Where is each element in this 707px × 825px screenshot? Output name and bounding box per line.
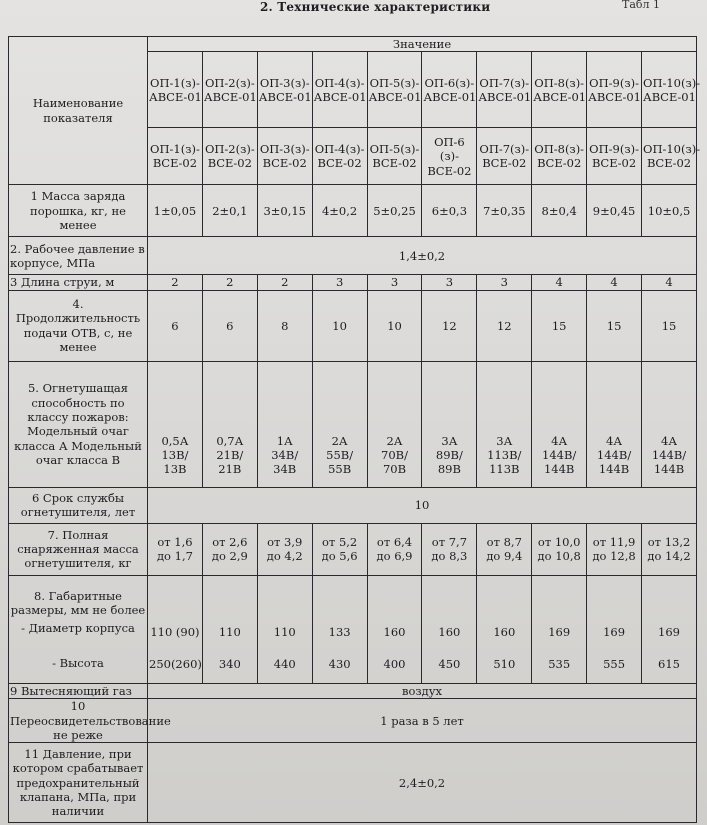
capacity-cell <box>532 361 587 487</box>
row-label: 5. Огнетушащая способность по классу пожаров: Модельный очаг класса А Модельный очаг класса В <box>9 361 148 487</box>
value-column-header: Значение <box>148 37 697 52</box>
row-working-pressure <box>9 237 697 275</box>
value-cell: от 13,2 до 14,2 <box>642 523 697 575</box>
capacity-b: 13В/ 13В <box>161 448 189 477</box>
row-jet-length <box>9 275 697 290</box>
capacity-b: 70В/ 70В <box>381 448 408 477</box>
value-cell: 8 <box>257 290 312 361</box>
diameter-value: 160 <box>383 624 406 639</box>
value-cell: 2±0,1 <box>202 185 257 237</box>
value-cell: 6 <box>202 290 257 361</box>
model-cell: ОП-9(з)-АВСЕ-01 <box>587 52 642 128</box>
row-recertification <box>9 699 697 743</box>
row-label: 6 Срок службы огнетушителя, лет <box>9 487 148 523</box>
value-cell: 1±0,05 <box>148 185 203 237</box>
value-cell: 2 <box>202 275 257 290</box>
value-cell: 3 <box>312 275 367 290</box>
merged-value-cell: воздух <box>148 683 697 698</box>
model-cell: ОП-6 (з)-ВСЕ-02 <box>422 128 477 185</box>
model-cell: ОП-2(з)-ВСЕ-02 <box>202 128 257 185</box>
specifications-table <box>8 36 701 823</box>
value-cell: 3 <box>422 275 477 290</box>
height-value: 430 <box>328 657 351 672</box>
model-cell: ОП-10(з)-АВСЕ-01 <box>642 52 697 128</box>
model-cell: ОП-8(з)-ВСЕ-02 <box>532 128 587 185</box>
value-cell: 9±0,45 <box>587 185 642 237</box>
name-column-header: Наименование показателя <box>9 37 148 185</box>
model-cell: ОП-4(з)-ВСЕ-02 <box>312 128 367 185</box>
capacity-cell <box>148 361 203 487</box>
value-cell: от 8,7 до 9,4 <box>477 523 532 575</box>
diameter-value: 160 <box>493 624 516 639</box>
model-cell: ОП-3(з)-ВСЕ-02 <box>257 128 312 185</box>
capacity-a: 4А <box>661 433 678 448</box>
diameter-value: 133 <box>328 624 351 639</box>
value-cell: 15 <box>642 290 697 361</box>
diameter-value: 160 <box>438 624 461 639</box>
capacity-a: 0,7А <box>216 433 244 448</box>
diameter-label: - Диаметр корпуса <box>21 621 135 636</box>
capacity-a: 1А <box>276 433 293 448</box>
dimension-cell <box>477 575 532 683</box>
value-cell: 7±0,35 <box>477 185 532 237</box>
model-cell: ОП-7(з)-ВСЕ-02 <box>477 128 532 185</box>
row-label: 3 Длина струи, м <box>9 275 148 290</box>
value-cell: 12 <box>477 290 532 361</box>
value-cell: 3±0,15 <box>257 185 312 237</box>
capacity-a: 4А <box>551 433 568 448</box>
diameter-value: 110 <box>218 624 241 639</box>
value-cell: от 3,9 до 4,2 <box>257 523 312 575</box>
capacity-cell <box>642 361 697 487</box>
model-cell: ОП-3(з)-АВСЕ-01 <box>257 52 312 128</box>
model-cell: ОП-5(з)-АВСЕ-01 <box>367 52 422 128</box>
height-value: 340 <box>218 657 241 672</box>
row-label: 9 Вытесняющий газ <box>9 683 148 698</box>
capacity-a: 4А <box>606 433 623 448</box>
value-cell: от 11,9 до 12,8 <box>587 523 642 575</box>
capacity-b: 21В/ 21В <box>216 448 244 477</box>
merged-value-cell: 2,4±0,2 <box>148 743 697 823</box>
height-value: 615 <box>658 657 680 672</box>
value-cell: от 6,4 до 6,9 <box>367 523 422 575</box>
capacity-b: 144В/ 144В <box>596 448 632 477</box>
row-powder-mass <box>9 185 697 237</box>
value-cell: 3 <box>367 275 422 290</box>
value-cell: 4 <box>587 275 642 290</box>
model-cell: ОП-1(з)-ВСЕ-02 <box>148 128 203 185</box>
dimension-cell <box>532 575 587 683</box>
height-value: 450 <box>438 657 461 672</box>
value-cell: от 7,7 до 8,3 <box>422 523 477 575</box>
row-valve-pressure <box>9 743 697 823</box>
height-value: 400 <box>383 657 406 672</box>
capacity-cell <box>477 361 532 487</box>
capacity-cell <box>312 361 367 487</box>
row-label: 4. Продолжительность подачи ОТВ, с, не менее <box>9 290 148 361</box>
height-value: 510 <box>493 657 516 672</box>
page-title: 2. Технические характеристики <box>260 0 491 14</box>
capacity-a: 0,5А <box>161 433 189 448</box>
capacity-a: 2А <box>331 433 348 448</box>
dimension-cell <box>367 575 422 683</box>
row-label: 7. Полная снаряженная масса огнетушителя, кг <box>9 523 148 575</box>
dimension-cell <box>422 575 477 683</box>
capacity-a: 3А <box>441 433 458 448</box>
model-cell: ОП-4(з)-АВСЕ-01 <box>312 52 367 128</box>
dimension-cell <box>642 575 697 683</box>
row-service-life <box>9 487 697 523</box>
value-cell: 4 <box>642 275 697 290</box>
value-cell: от 5,2 до 5,6 <box>312 523 367 575</box>
value-cell: 3 <box>477 275 532 290</box>
height-value: 250(260) <box>149 657 202 672</box>
dimension-cell <box>257 575 312 683</box>
capacity-cell <box>367 361 422 487</box>
capacity-b: 113В/ 113В <box>487 448 522 477</box>
capacity-b: 55В/ 55В <box>326 448 354 477</box>
dimensions-label-cell <box>9 575 148 683</box>
table-number-label: Табл 1 <box>622 0 661 11</box>
row-discharge-duration <box>9 290 697 361</box>
capacity-a: 3А <box>496 433 513 448</box>
row-label: 2. Рабочее давление в корпусе, МПа <box>9 237 148 275</box>
value-cell: 10±0,5 <box>642 185 697 237</box>
row-label: 11 Давление, при котором срабатывает предохранительный клапана, МПа, при наличии <box>9 743 148 823</box>
capacity-b: 89В/ 89В <box>435 448 463 477</box>
value-cell: от 1,6 до 1,7 <box>148 523 203 575</box>
dimension-cell <box>148 575 203 683</box>
row-label: 10 Переосвидетельствование не реже <box>10 699 171 742</box>
height-label: - Высота <box>52 655 104 670</box>
height-value: 535 <box>548 657 571 672</box>
diameter-value: 110 <box>273 624 296 639</box>
capacity-cell <box>257 361 312 487</box>
height-value: 555 <box>603 657 626 672</box>
value-cell: 6±0,3 <box>422 185 477 237</box>
value-cell: 12 <box>422 290 477 361</box>
merged-value-cell: 1 раза в 5 лет <box>148 699 697 743</box>
model-cell: ОП-6(з)-АВСЕ-01 <box>422 52 477 128</box>
merged-value-cell: 1,4±0,2 <box>148 237 697 275</box>
capacity-b: 144В/ 144В <box>651 448 687 477</box>
dimension-cell <box>312 575 367 683</box>
height-value: 440 <box>273 657 296 672</box>
model-cell: ОП-9(з)-ВСЕ-02 <box>587 128 642 185</box>
value-cell: от 2,6 до 2,9 <box>202 523 257 575</box>
capacity-a: 2А <box>386 433 403 448</box>
value-cell: 5±0,25 <box>367 185 422 237</box>
model-cell: ОП-5(з)-ВСЕ-02 <box>367 128 422 185</box>
model-cell: ОП-10(з)-ВСЕ-02 <box>642 128 697 185</box>
row-dimensions <box>9 575 697 683</box>
value-cell: 15 <box>532 290 587 361</box>
row-extinguishing-capacity <box>9 361 697 487</box>
model-cell: ОП-2(з)-АВСЕ-01 <box>202 52 257 128</box>
value-cell: от 10,0 до 10,8 <box>532 523 587 575</box>
model-cell: ОП-8(з)-АВСЕ-01 <box>532 52 587 128</box>
row-propellant-gas <box>9 683 697 698</box>
capacity-b: 144В/ 144В <box>542 448 577 477</box>
value-cell: 6 <box>148 290 203 361</box>
dimension-cell <box>202 575 257 683</box>
value-cell: 10 <box>367 290 422 361</box>
value-cell: 15 <box>587 290 642 361</box>
row-label: 8. Габаритные размеры, мм не более <box>10 588 146 617</box>
table-header-row <box>9 37 697 52</box>
diameter-value: 169 <box>548 624 571 639</box>
value-cell: 8±0,4 <box>532 185 587 237</box>
capacity-b: 34В/ 34В <box>271 448 299 477</box>
capacity-cell <box>422 361 477 487</box>
diameter-value: 110 (90) <box>150 624 200 639</box>
diameter-value: 169 <box>603 624 626 639</box>
dimension-cell <box>587 575 642 683</box>
model-cell: ОП-1(з)-АВСЕ-01 <box>148 52 203 128</box>
row-full-mass <box>9 523 697 575</box>
value-cell: 10 <box>312 290 367 361</box>
capacity-cell <box>202 361 257 487</box>
value-cell: 2 <box>148 275 203 290</box>
value-cell: 4±0,2 <box>312 185 367 237</box>
merged-value-cell: 10 <box>148 487 697 523</box>
value-cell: 4 <box>532 275 587 290</box>
row-label: 1 Масса заряда порошка, кг, не менее <box>9 185 148 237</box>
value-cell: 2 <box>257 275 312 290</box>
capacity-cell <box>587 361 642 487</box>
model-cell: ОП-7(з)-АВСЕ-01 <box>477 52 532 128</box>
diameter-value: 169 <box>658 624 680 639</box>
